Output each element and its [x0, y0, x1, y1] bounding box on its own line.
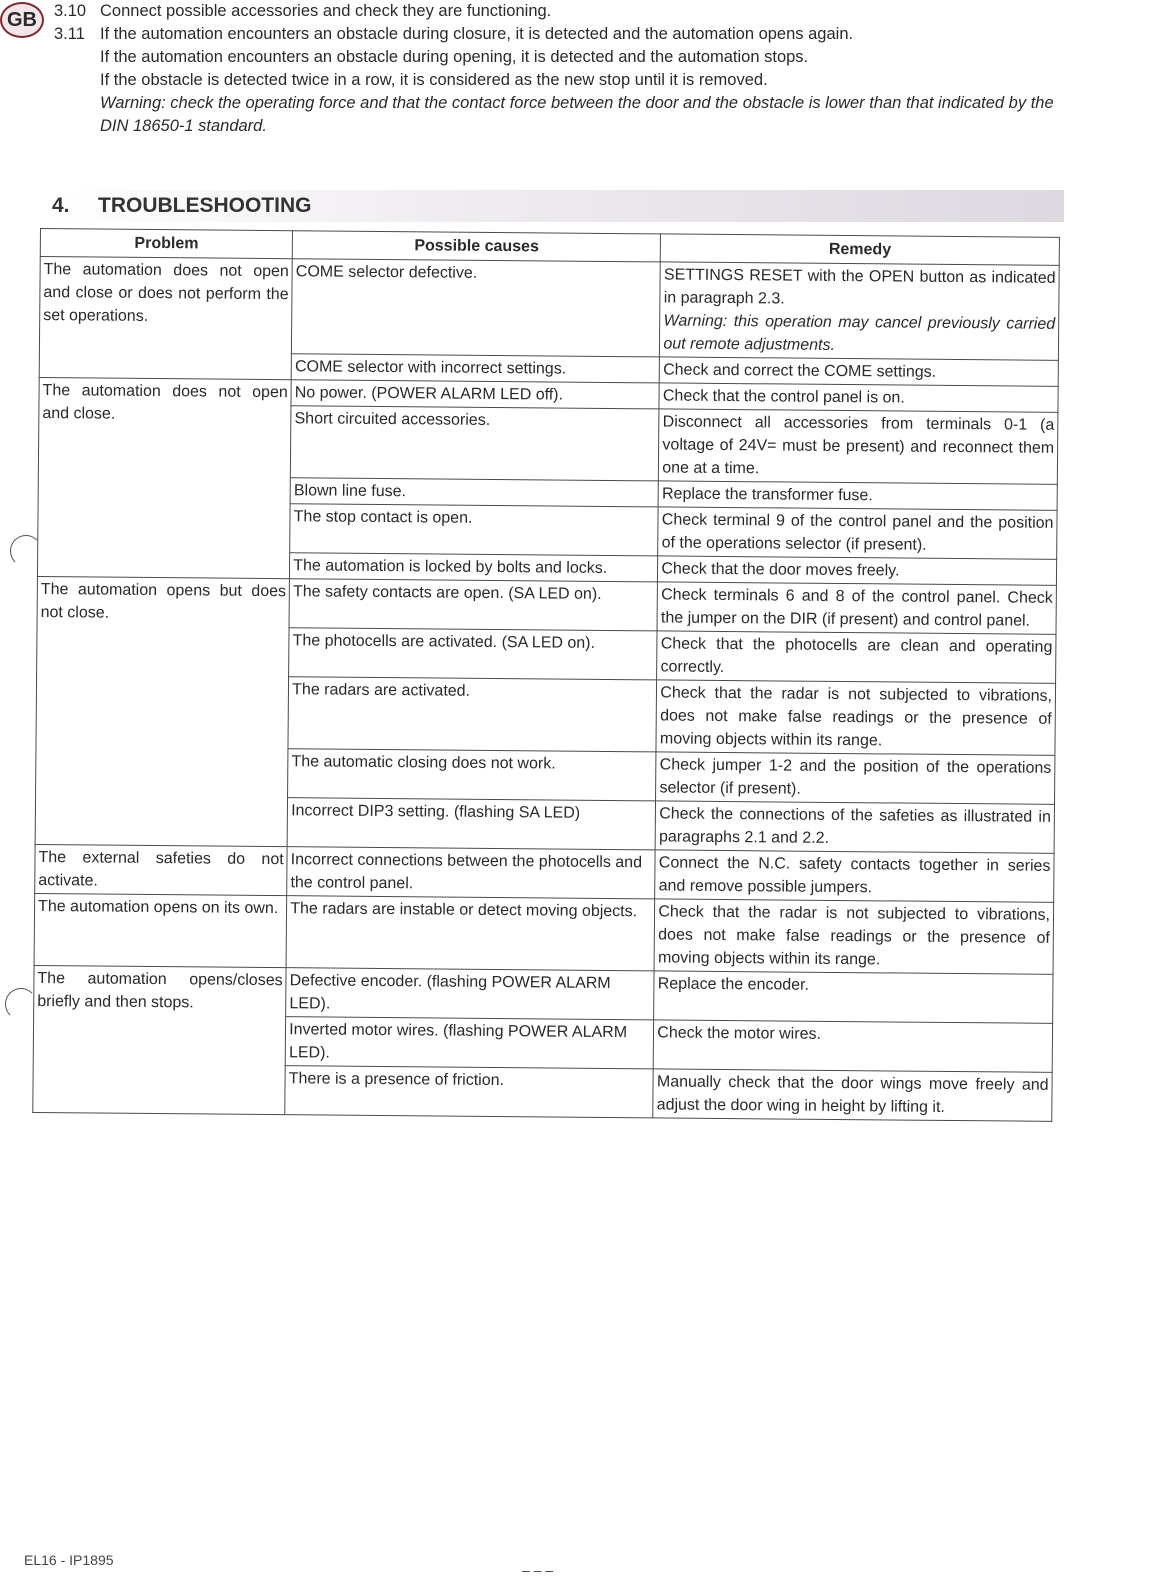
remedy-cell: [658, 507, 1057, 559]
cause-cell: Short circuited accessories.: [291, 406, 660, 481]
table-row: [35, 844, 1054, 902]
remedy-text: Check that the radar is not subjected to vibrations, does not make false readings or the presence of moving objects within its range.: [657, 903, 1051, 969]
remedy-cell: [657, 582, 1056, 634]
cause-cell: Defective encoder. (flashing POWER ALARM LED).: [286, 968, 655, 1020]
troubleshooting-table: [32, 228, 1060, 1122]
step-item: [54, 0, 1084, 23]
installation-steps: [54, 0, 1084, 138]
step-text: If the automation encounters an obstacle during closure, it is detected and the automation opens again.: [100, 25, 854, 43]
remedy-text: SETTINGS RESET with the OPEN button as indicated in paragraph 2.3.: [663, 266, 1056, 308]
step-text: Connect possible accessories and check they are functioning.: [100, 2, 552, 20]
remedy-text: Disconnect all accessories from terminals 0-1 (a voltage of 24V= must be present) and reconnect them one at a time.: [662, 413, 1055, 478]
table-row: [34, 893, 1054, 974]
table-row: [34, 965, 1053, 1023]
cause-cell: The stop contact is open.: [290, 504, 659, 556]
problem-cell: The automation opens but does not close.: [35, 576, 290, 846]
section-title: TROUBLESHOOTING: [98, 194, 312, 217]
table-row: [37, 576, 1056, 634]
remedy-text: Check terminal 9 of the control panel and the position of the operations selector (if present).: [661, 511, 1054, 554]
language-badge: GB: [0, 2, 44, 38]
step-item: [54, 23, 1084, 46]
cause-cell: COME selector with incorrect settings.: [291, 354, 659, 383]
cause-cell: Blown line fuse.: [290, 478, 658, 507]
remedy-cell: [654, 1020, 1053, 1072]
remedy-cell: [660, 262, 1059, 360]
remedy-cell: [657, 631, 1056, 683]
remedy-cell: [658, 556, 1057, 585]
document-code: EL16 - IP1895: [24, 1552, 114, 1568]
remedy-text: Check terminals 6 and 8 of the control panel. Check the jumper on the DIR (if present) and control panel.: [660, 586, 1053, 630]
column-header-problem: Problem: [40, 229, 292, 259]
remedy-text: Check the motor wires.: [657, 1024, 822, 1043]
cause-cell: Incorrect DIP3 setting. (flashing SA LED): [287, 798, 656, 850]
cause-cell: The safety contacts are open. (SA LED on).: [289, 579, 658, 631]
table-row: [39, 257, 1059, 361]
remedy-text: Check that the door moves freely.: [661, 560, 900, 580]
cause-cell: COME selector defective.: [292, 259, 661, 357]
step-warning: Warning: check the operating force and that the contact force between the door and the obstacle is lower than that indicated by the DIN 18650-1 standard.: [100, 94, 1054, 135]
troubleshooting-body: [33, 257, 1059, 1122]
problem-cell: The external safeties do not activate.: [35, 844, 288, 895]
remedy-text: Connect the N.C. safety contacts together in series and remove possible jumpers.: [658, 854, 1051, 897]
remedy-cell: [659, 409, 1058, 484]
remedy-cell: [654, 971, 1053, 1023]
cause-cell: The radars are instable or detect moving objects.: [286, 896, 655, 971]
section-number: 4.: [52, 194, 70, 217]
cause-cell: Inverted motor wires. (flashing POWER ALARM LED).: [285, 1017, 654, 1069]
cause-cell: No power. (POWER ALARM LED off).: [291, 380, 659, 409]
column-header-remedy: Remedy: [661, 234, 1060, 265]
cause-cell: Incorrect connections between the photocells and the control panel.: [287, 847, 656, 899]
cause-cell: The radars are activated.: [288, 677, 657, 752]
remedy-text: Check and correct the COME settings.: [663, 361, 937, 381]
step-detail: If the automation encounters an obstacle during opening, it is detected and the automation stops.: [100, 48, 809, 66]
problem-cell: The automation does not open and close.: [37, 377, 291, 578]
remedy-cell: [655, 801, 1054, 853]
remedy-text: Manually check that the door wings move freely and adjust the door wing in height by lifting it.: [656, 1073, 1049, 1116]
remedy-warning: Warning: this operation may cancel previously carried out remote adjustments.: [663, 312, 1056, 354]
remedy-text: Check jumper 1-2 and the position of the operations selector (if present).: [659, 756, 1052, 798]
cause-cell: The automation is locked by bolts and locks.: [290, 553, 658, 582]
section-heading: [50, 190, 1064, 222]
binder-hole-mark: [10, 535, 42, 567]
column-header-causes: Possible causes: [292, 231, 660, 262]
remedy-cell: [660, 357, 1059, 386]
problem-cell: The automation opens on its own.: [34, 893, 287, 967]
remedy-cell: [656, 680, 1055, 755]
remedy-text: Check that the control panel is on.: [662, 387, 905, 407]
remedy-text: Check that the radar is not subjected to vibrations, does not make false readings or the presence of moving objects within its range.: [659, 684, 1053, 750]
binder-hole-mark: [5, 988, 37, 1020]
remedy-text: Check that the photocells are clean and operating correctly.: [660, 635, 1053, 676]
problem-cell: The automation opens/closes briefly and then stops.: [33, 965, 286, 1114]
remedy-text: Replace the encoder.: [657, 975, 810, 994]
problem-cell: The automation does not open and close or does not perform the set operations.: [39, 257, 292, 380]
cause-cell: The photocells are activated. (SA LED on).: [289, 628, 658, 680]
remedy-cell: [656, 752, 1055, 804]
step-detail: If the obstacle is detected twice in a row, it is considered as the new stop until it is removed.: [100, 71, 768, 89]
remedy-cell: [653, 1069, 1052, 1121]
remedy-cell: [654, 899, 1053, 974]
page-number: – – –: [522, 1562, 554, 1578]
remedy-cell: [658, 481, 1057, 510]
cause-cell: There is a presence of friction.: [285, 1066, 654, 1118]
remedy-text: Replace the transformer fuse.: [661, 485, 873, 505]
step-number: 3.11: [54, 25, 85, 43]
cause-cell: The automatic closing does not work.: [288, 749, 657, 801]
step-number: 3.10: [54, 2, 87, 20]
remedy-cell: [659, 383, 1058, 412]
remedy-text: Check the connections of the safeties as illustrated in paragraphs 2.1 and 2.2.: [658, 805, 1051, 847]
remedy-cell: [655, 850, 1054, 902]
